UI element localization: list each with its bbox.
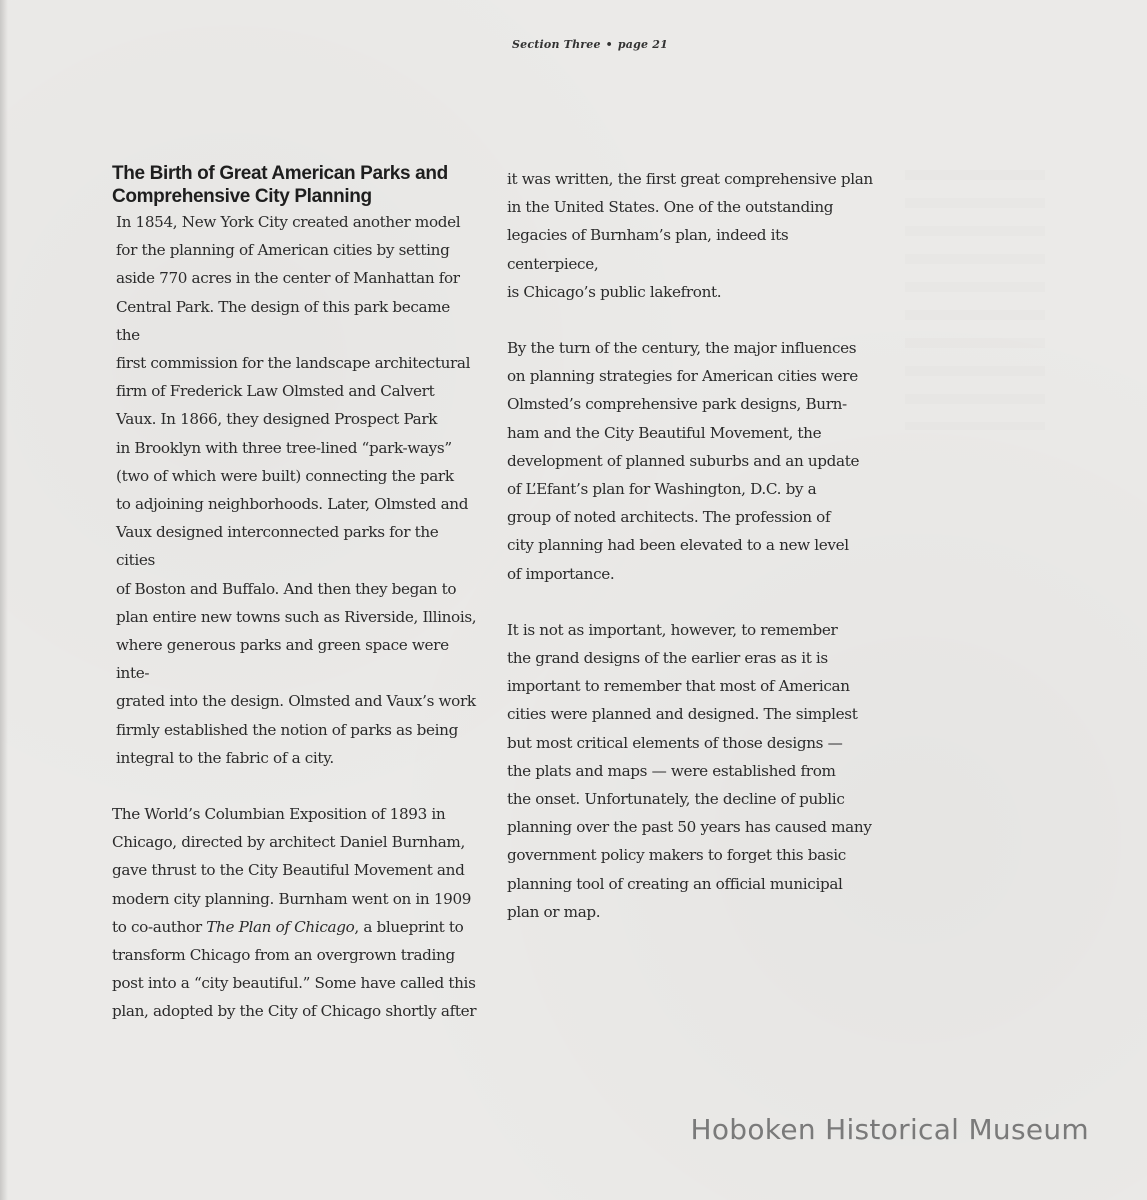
right-column (507, 165, 882, 926)
paragraph-plats-and-maps: It is not as important, however, to remember the grand designs of the earlier eras as it is important to remember that most of American cities were planned and designed. The simplest but most critical elements of those designs — the plats and maps — were established from the onset. Unfortunately, the decline of public planning over the past 50 years has caused many government policy makers to forget this basic planning tool of creating an official municipal plan or map. (507, 620, 872, 921)
paragraph-lakefront: it was written, the first great comprehensive plan in the United States. One of the outstanding legacies of Burnham’s plan, indeed its centerpiece, is Chicago’s public lakefront. (507, 170, 873, 301)
left-column (112, 162, 477, 1026)
page-number: page 21 (617, 38, 668, 51)
separator-dot: • (605, 38, 613, 51)
section-label: Section Three (512, 38, 601, 51)
paragraph-exposition (112, 800, 477, 1026)
paragraph-exposition-text-a: The World’s Columbian Exposition of 1893 in Chicago, directed by architect Daniel Burnham, gave thrust to the City Beautiful Movement and modern city planning. Burnham went on in 1909 to co-author (112, 805, 472, 936)
watermark: Hoboken Historical Museum (690, 1113, 1089, 1146)
running-head (0, 38, 1147, 51)
paragraph-parks: In 1854, New York City created another model for the planning of American cities by setting aside 770 acres in the center of Manhattan for Central Park. The design of this park became the first commission for the landscape architectural firm of Frederick Law Olmsted and Calvert Vaux. In 1866, they designed Prospect Park in Brooklyn with three tree-lined “park-ways” (two of which were built) connecting the park to adjoining neighborhoods. Later, Olmsted and Vaux designed interconnected parks for the cities of Boston and Buffalo. And then they began to plan entire new towns such as Riverside, Illinois, where generous parks and green space were inte- grated into the design. Olmsted and Vaux’s work firmly established the notion of parks as being integral to the fabric of a city. (116, 213, 477, 767)
book-title: The Plan of Chicago (206, 917, 355, 936)
section-heading: The Birth of Great American Parks and Comprehensive City Planning (112, 163, 448, 207)
paragraph-exposition-text-b: , a blueprint to transform Chicago from an overgrown trading post into a “city beautiful.” Some have called this plan, adopted by the City of Chicago shortly after (112, 917, 477, 1021)
page-edge-shadow (0, 0, 8, 1200)
paragraph-influences: By the turn of the century, the major influences on planning strategies for American cities were Olmsted’s comprehensive park designs, Burn- ham and the City Beautiful Movement, the development of planned suburbs and an update of L’Efant’s plan for Washington, D.C. by a group of noted architects. The profession of city planning had been elevated to a new level of importance. (507, 339, 860, 583)
bleed-through-text (905, 170, 1045, 430)
